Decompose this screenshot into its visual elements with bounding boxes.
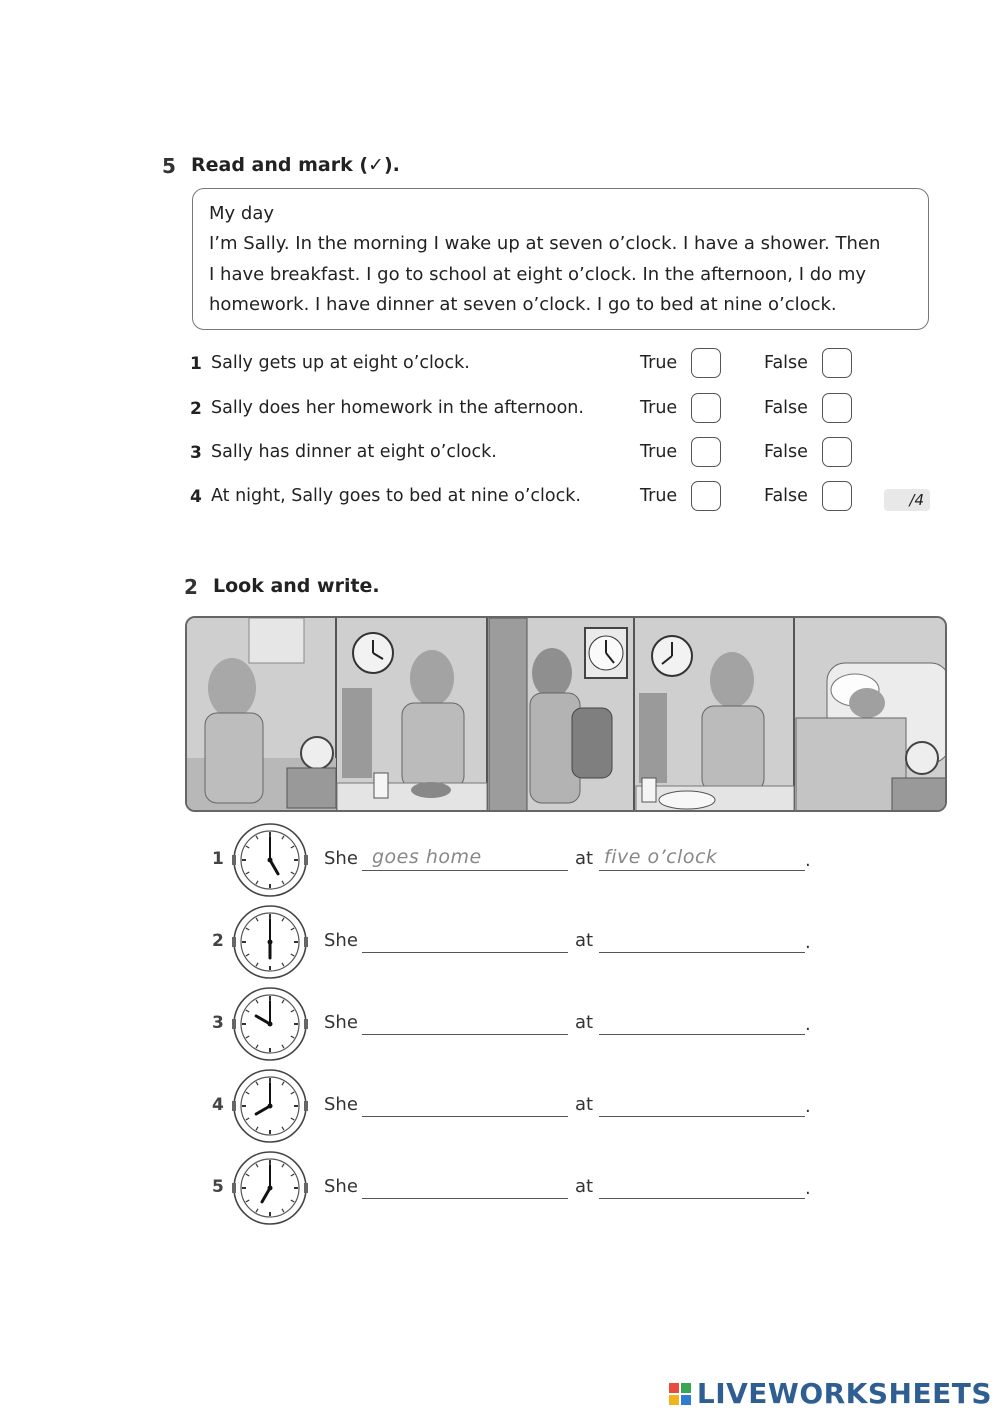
at-label: at (575, 930, 594, 951)
clock-side-tab (232, 1019, 236, 1029)
true-label: True (640, 486, 678, 506)
at-label: at (575, 1012, 594, 1033)
illustration-strip (187, 618, 947, 812)
clock-side-tab (304, 855, 308, 865)
she-label: She (324, 848, 358, 869)
true-checkbox[interactable] (691, 348, 721, 378)
question-number: 3 (190, 443, 202, 463)
false-label: False (764, 398, 808, 418)
question-number: 4 (190, 487, 202, 507)
clock-side-tab (232, 937, 236, 947)
answer-text-time: five o’clock (604, 846, 718, 868)
reading-line: I have breakfast. I go to school at eight o’clock. In the afternoon, I do my (209, 264, 867, 285)
clock-icon (232, 1068, 308, 1144)
clock-side-tab (232, 1101, 236, 1111)
answer-blank-time[interactable] (599, 1034, 805, 1035)
true-label: True (640, 353, 678, 373)
row-number: 5 (212, 1177, 224, 1197)
exercise-title: Read and mark (✓). (191, 154, 400, 176)
false-checkbox[interactable] (822, 393, 852, 423)
false-checkbox[interactable] (822, 437, 852, 467)
brand-logo-icon (669, 1383, 691, 1405)
clock-side-tab (232, 1183, 236, 1193)
question-text: Sally has dinner at eight o’clock. (211, 442, 497, 462)
answer-blank-time[interactable] (599, 952, 805, 953)
full-stop: . (805, 850, 811, 871)
full-stop: . (805, 1178, 811, 1199)
she-label: She (324, 1012, 358, 1033)
row-number: 1 (212, 849, 224, 869)
row-number: 3 (212, 1013, 224, 1033)
clock-icon (232, 986, 308, 1062)
reading-line: homework. I have dinner at seven o’clock. I go to bed at nine o’clock. (209, 294, 837, 315)
score-badge: /4 (884, 489, 930, 511)
exercise-number: 2 (184, 575, 198, 599)
true-checkbox[interactable] (691, 393, 721, 423)
question-number: 2 (190, 399, 202, 419)
exercise-title: Look and write. (213, 575, 380, 597)
row-number: 4 (212, 1095, 224, 1115)
clock-center (268, 858, 273, 863)
answer-text-activity: goes home (372, 846, 482, 868)
clock-center (268, 1022, 273, 1027)
answer-blank-time[interactable] (599, 1198, 805, 1199)
clock-center (268, 1104, 273, 1109)
answer-blank-activity[interactable] (362, 952, 568, 953)
false-label: False (764, 486, 808, 506)
row-number: 2 (212, 931, 224, 951)
question-text: At night, Sally goes to bed at nine o’clock. (211, 486, 581, 506)
daily-routine-illustration (185, 616, 947, 812)
reading-heading: My day (209, 203, 275, 224)
answer-blank-activity[interactable] (362, 1034, 568, 1035)
question-number: 1 (190, 354, 202, 374)
true-checkbox[interactable] (691, 437, 721, 467)
clock-side-tab (232, 855, 236, 865)
full-stop: . (805, 932, 811, 953)
reading-line: I’m Sally. In the morning I wake up at seven o’clock. I have a shower. Then (209, 233, 881, 254)
clock-side-tab (304, 937, 308, 947)
liveworksheets-brand (697, 1377, 992, 1410)
brand-text: LIVEWORKSHEETS (696, 1377, 992, 1410)
at-label: at (575, 848, 594, 869)
true-label: True (640, 442, 678, 462)
full-stop: . (805, 1096, 811, 1117)
false-label: False (764, 442, 808, 462)
exercise-number: 5 (162, 154, 176, 178)
clock-icon (232, 904, 308, 980)
she-label: She (324, 1176, 358, 1197)
question-text: Sally does her homework in the afternoon. (211, 398, 584, 418)
answer-blank-activity[interactable] (362, 870, 568, 871)
she-label: She (324, 1094, 358, 1115)
clock-icon (232, 1150, 308, 1226)
answer-blank-time[interactable] (599, 870, 805, 871)
answer-blank-time[interactable] (599, 1116, 805, 1117)
false-checkbox[interactable] (822, 348, 852, 378)
question-text: Sally gets up at eight o’clock. (211, 353, 470, 373)
false-label: False (764, 353, 808, 373)
true-label: True (640, 398, 678, 418)
clock-center (268, 940, 273, 945)
clock-side-tab (304, 1183, 308, 1193)
at-label: at (575, 1094, 594, 1115)
clock-side-tab (304, 1101, 308, 1111)
reading-text-box (192, 188, 929, 330)
clock-side-tab (304, 1019, 308, 1029)
true-checkbox[interactable] (691, 481, 721, 511)
clock-center (268, 1186, 273, 1191)
she-label: She (324, 930, 358, 951)
full-stop: . (805, 1014, 811, 1035)
answer-blank-activity[interactable] (362, 1198, 568, 1199)
false-checkbox[interactable] (822, 481, 852, 511)
clock-icon (232, 822, 308, 898)
at-label: at (575, 1176, 594, 1197)
answer-blank-activity[interactable] (362, 1116, 568, 1117)
